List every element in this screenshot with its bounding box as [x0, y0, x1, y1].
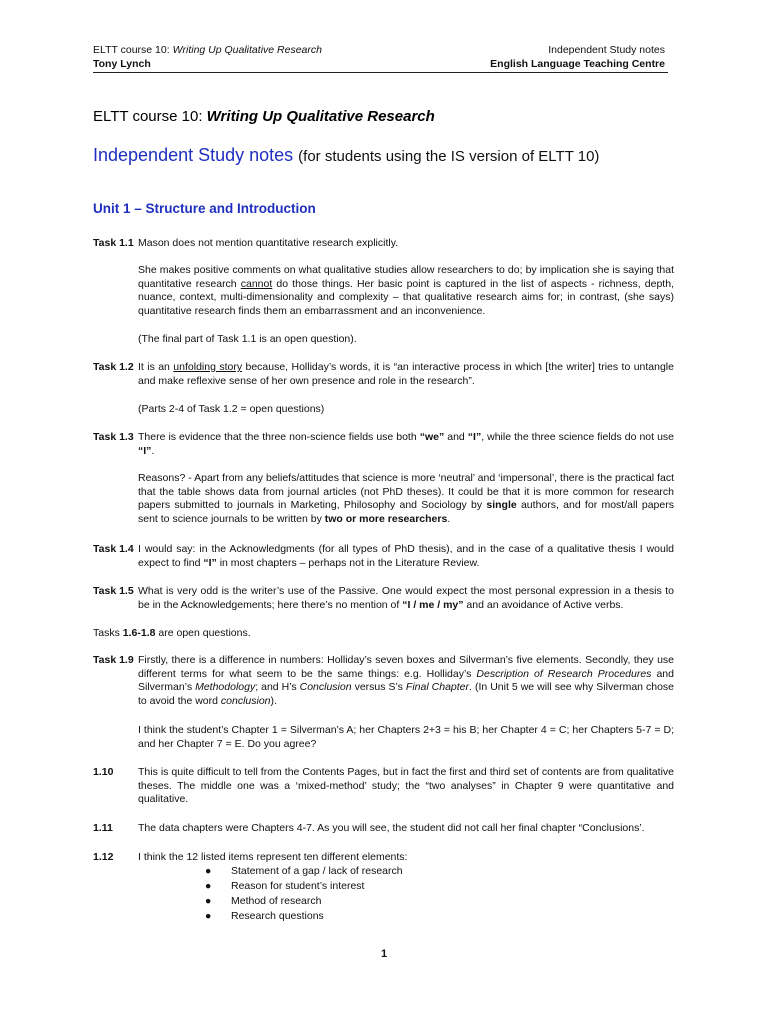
- bold-text: “I”: [467, 431, 482, 443]
- task-paragraph: [138, 543, 674, 570]
- item-paragraph: This is quite difficult to tell from the Contents Pages, but in fact the first and third set of contents are from qualitative theses. The middle one was a ‘mixed-method’ study; the “two analyses” in Chapter 9 were quantitative and qualitative.: [138, 766, 674, 806]
- task-paragraph: (Parts 2-4 of Task 1.2 = open questions): [138, 403, 325, 415]
- bold-text: single: [486, 499, 517, 512]
- header-course-title: Writing Up Qualitative Research: [172, 44, 322, 56]
- text-run: . (In Unit 5 we will see why Silverman chose to avoid the word: [138, 681, 675, 707]
- item-label: 1.12: [93, 851, 114, 863]
- bullet-icon: ●: [205, 865, 212, 877]
- bullet-icon: ●: [205, 910, 212, 922]
- text-run: ).: [270, 694, 277, 707]
- course-title-italic: Writing Up Qualitative Research: [206, 108, 435, 125]
- header-doc-type: Independent Study notes: [548, 44, 665, 56]
- list-item: [205, 894, 403, 909]
- underlined-text: cannot: [240, 277, 273, 290]
- task-label: Task 1.2: [93, 361, 134, 373]
- task-paragraph: [138, 654, 674, 708]
- header-divider: [93, 72, 668, 73]
- document-title-main: Independent Study notes: [93, 145, 299, 165]
- open-questions-note: [93, 627, 251, 639]
- bullet-icon: ●: [205, 895, 212, 907]
- item-paragraph: The data chapters were Chapters 4-7. As you will see, the student did not call her final chapter “Conclusions’.: [138, 822, 645, 834]
- text-run: because, Holliday’s words, it is “an interactive process in which [the writer] tries to untangle and make reflexive sense of her own presence and role in the research”.: [138, 361, 674, 387]
- text-run: Tasks: [93, 627, 123, 639]
- italic-text: Description of Research Procedures: [476, 667, 652, 680]
- underlined-text: unfolding story: [173, 361, 243, 373]
- text-run: and Silverman’s: [138, 667, 674, 694]
- italic-text: Methodology: [195, 681, 256, 694]
- task-paragraph: [138, 472, 674, 526]
- italic-text: Final Chapter: [405, 681, 470, 694]
- text-run: ; and H’s: [255, 681, 300, 694]
- course-title-prefix: ELTT course 10:: [93, 108, 207, 125]
- header-course: ELTT course 10:: [93, 44, 173, 56]
- text-run: She makes positive comments on what qualitative studies allow researchers to do; by implication she is saying that quantitative research: [138, 264, 674, 290]
- bullet-list: [205, 864, 403, 924]
- text-run: .: [447, 512, 451, 525]
- page-number: 1: [380, 948, 388, 960]
- bold-text: 1.6-1.8: [122, 627, 156, 639]
- item-label: 1.10: [93, 766, 114, 778]
- text-run: versus S’s: [351, 681, 406, 694]
- header-institution: English Language Teaching Centre: [490, 58, 665, 70]
- running-header-right: [490, 43, 665, 71]
- text-run: authors, and for most/all papers sent to science journals to be written by: [138, 499, 674, 525]
- text-run: and: [444, 431, 468, 443]
- header-author: Tony Lynch: [93, 58, 151, 70]
- list-item-text: Statement of a gap / lack of research: [231, 865, 403, 877]
- text-run: , while the three science fields do not use: [481, 431, 674, 443]
- text-run: Firstly, there is a difference in numbers: Holliday’s seven boxes and Silverman’s five elements. Secondly, they use different terms for what seem to be the same things: e.g. Holliday’s: [138, 654, 674, 680]
- text-run: are open questions.: [155, 627, 251, 639]
- text-run: There is evidence that the three non-science fields use both: [138, 431, 420, 443]
- document-title-subtitle: (for students using the IS version of ELTT 10): [298, 148, 600, 165]
- item-label: 1.11: [93, 822, 113, 834]
- task-paragraph: [138, 361, 674, 388]
- italic-text: conclusion: [220, 694, 271, 707]
- text-run: What is very odd is the writer’s use of the Passive. One would expect the most personal expression in a thesis to be in the Acknowledgements; here there’s no mention of: [138, 585, 674, 611]
- task-paragraph: (The final part of Task 1.1 is an open question).: [138, 333, 357, 345]
- bold-text: “I”: [203, 556, 217, 569]
- running-header-left: [93, 43, 322, 71]
- task-label: Task 1.9: [93, 654, 134, 666]
- list-item-text: Method of research: [231, 895, 322, 907]
- text-run: I would say: in the Acknowledgments (for all types of PhD thesis), and in the case of a qualitative thesis I would expect to find: [138, 543, 674, 569]
- bold-text: two or more researchers: [324, 512, 448, 525]
- bold-text: “I / me / my”: [402, 598, 464, 611]
- text-run: .: [151, 444, 155, 457]
- task-label: Task 1.3: [93, 431, 134, 443]
- task-paragraph: [138, 431, 674, 458]
- text-run: in most chapters – perhaps not in the Literature Review.: [216, 556, 480, 569]
- bold-text: “I”: [138, 444, 152, 457]
- task-label: Task 1.4: [93, 543, 134, 555]
- bold-text: “we”: [419, 431, 445, 443]
- course-title: [93, 108, 435, 125]
- unit-heading: Unit 1 – Structure and Introduction: [93, 201, 316, 216]
- text-run: It is an: [138, 361, 174, 373]
- list-item-text: Reason for student’s interest: [231, 880, 365, 892]
- list-item-text: Research questions: [231, 910, 324, 922]
- list-item: [205, 879, 403, 894]
- task-paragraph: I think the student’s Chapter 1 = Silverman’s A; her Chapters 2+3 = his B; her Chapter 4 = C; her Chapters 5-7 = D; and her Chapter 7 = E. Do you agree?: [138, 724, 674, 750]
- list-item: [205, 909, 403, 924]
- task-label: Task 1.1: [93, 237, 134, 249]
- text-run: Reasons? - Apart from any beliefs/attitudes that science is more ‘neutral’ and ‘impersonal’, there is the practical fact that the table shows data from journal articles (not PhD theses). It could be that it is more common for research papers submitted to journals in Marketing, Philosophy and Sociology by: [138, 472, 674, 512]
- text-run: do those things. Her basic point is captured in the list of aspects - richness, depth, nuance, context, multi-dimensionality and complexity – that qualitative research aims for; in contrast, (she says) quantitative research finds them an embarrassment and an inconvenience.: [138, 277, 674, 317]
- text-run: and an avoidance of Active verbs.: [463, 598, 624, 611]
- task-label: Task 1.5: [93, 585, 134, 597]
- task-text: Mason does not mention quantitative research explicitly.: [138, 237, 399, 249]
- item-paragraph: I think the 12 listed items represent ten different elements:: [138, 851, 408, 863]
- list-item: [205, 864, 403, 879]
- italic-text: Conclusion: [299, 681, 352, 694]
- task-paragraph: [138, 264, 674, 318]
- bullet-icon: ●: [205, 880, 212, 892]
- document-title: [93, 145, 599, 166]
- task-paragraph: [138, 585, 674, 612]
